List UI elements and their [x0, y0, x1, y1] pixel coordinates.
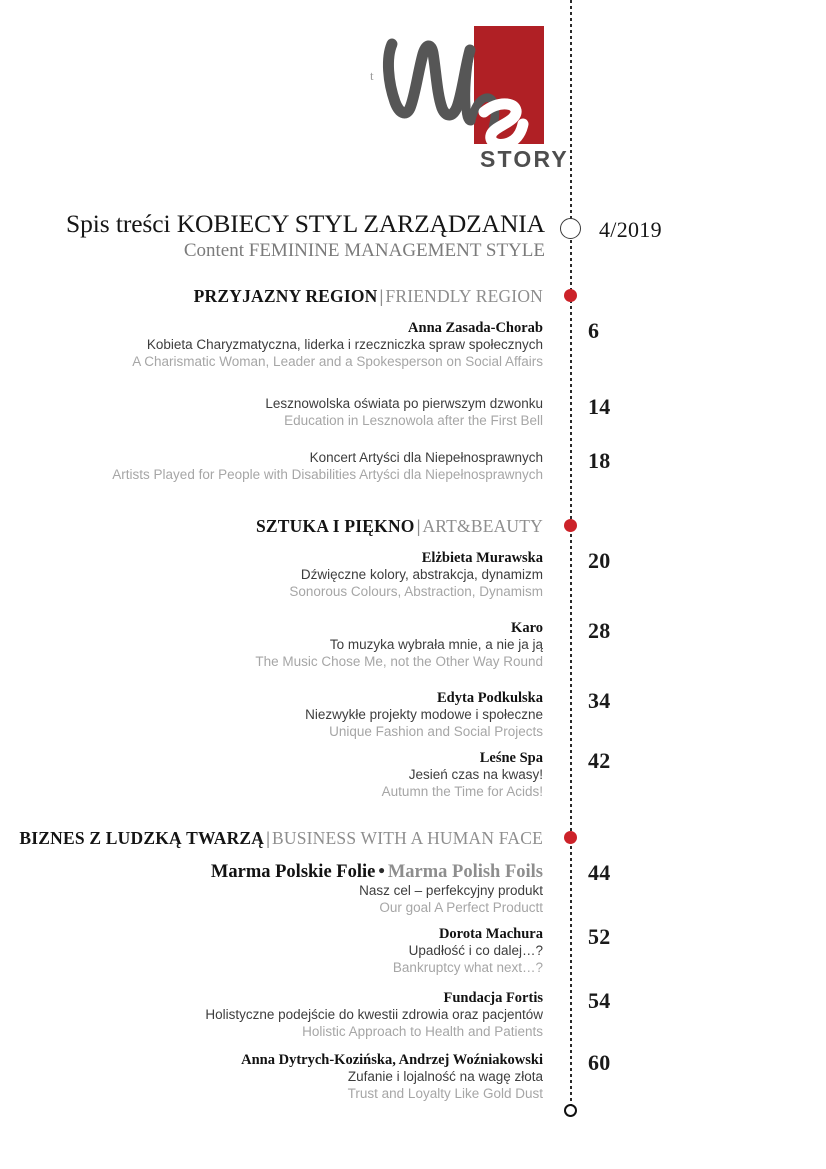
toc-entry-page-number[interactable]: 6 [588, 318, 600, 343]
toc-entry-text [0, 550, 543, 600]
section-header-en: ART&BEAUTY [422, 516, 543, 536]
magazine-logo [366, 18, 569, 178]
toc-entry-title-en: Holistic Approach to Health and Patients [302, 1023, 543, 1039]
section-timeline-dot-icon [564, 289, 577, 302]
section-header [0, 828, 826, 858]
toc-entry-title-pl: Upadłość i co dalej…? [408, 943, 543, 958]
toc-entry-title-en: The Music Chose Me, not the Other Way Round [255, 653, 543, 669]
toc-entry-title-en: A Charismatic Woman, Leader and a Spokesperson on Social Affairs [132, 353, 543, 369]
toc-entry-author [0, 862, 543, 883]
toc-entry-author [0, 620, 543, 637]
toc-entry-author-en: Marma Polish Foils [387, 862, 543, 882]
toc-entry-page-number[interactable]: 44 [588, 860, 611, 885]
toc-entry-title-pl: Dźwięczne kolory, abstrakcja, dynamizm [300, 567, 543, 582]
masthead-subtitle-pl: Content [183, 239, 244, 261]
toc-entry-title-en: Trust and Loyalty Like Gold Dust [347, 1085, 543, 1101]
toc-entry-title-pl: Jesień czas na kwasy! [408, 767, 543, 782]
section-header-separator: | [266, 828, 271, 848]
toc-section [0, 286, 826, 482]
page-title [0, 210, 545, 261]
toc-section [0, 516, 826, 799]
issue-number: 4/2019 [599, 217, 662, 242]
toc-entry-author [0, 690, 543, 707]
masthead-title-pl: Spis treści [66, 209, 171, 238]
toc-entry-text [0, 450, 543, 483]
toc-entry[interactable] [0, 618, 826, 669]
toc-entry[interactable] [0, 988, 826, 1039]
toc-entry[interactable] [0, 688, 826, 739]
timeline-end-marker-icon [564, 1104, 577, 1117]
toc-entry-title-en: Bankruptcy what next…? [392, 959, 543, 975]
section-header-text [194, 286, 543, 306]
toc-entry-page-number[interactable]: 28 [588, 618, 611, 643]
toc-entry-page-number[interactable]: 60 [588, 1050, 611, 1075]
section-header-separator: | [379, 286, 384, 306]
toc-entry-title-pl: Lesznowolska oświata po pierwszym dzwonku [265, 396, 543, 411]
masthead-title-en: KOBIECY STYL ZARZĄDZANIA [176, 209, 545, 238]
toc-entry-title-pl: Nasz cel – perfekcyjny produkt [359, 883, 543, 898]
toc-entry-title-pl: Zufanie i lojalność na wagę złota [347, 1069, 543, 1084]
toc-entry-author [0, 926, 543, 943]
toc-entry-author [0, 550, 543, 567]
toc-entry-title-en: Education in Lesznowola after the First Bell [284, 412, 543, 428]
toc-entry[interactable] [0, 396, 826, 442]
toc-entry-author-pl: Fundacja Fortis [443, 990, 543, 1006]
section-header-pl: BIZNES Z LUDZKĄ TWARZĄ [19, 828, 265, 848]
section-header-en: FRIENDLY REGION [385, 286, 543, 306]
section-timeline-dot-icon [564, 519, 577, 532]
toc-entry-text [0, 690, 543, 740]
section-header-text [256, 516, 543, 536]
toc-entry-author-pl: Edyta Podkulska [437, 690, 543, 706]
toc-entry-author-pl: Marma Polskie Folie [210, 862, 376, 882]
toc-entry-text [0, 320, 543, 370]
toc-section [0, 828, 826, 1101]
toc-entry-page-number[interactable]: 54 [588, 988, 611, 1013]
toc-entry-text [0, 990, 543, 1040]
masthead-subtitle-en: FEMININE MANAGEMENT STYLE [248, 239, 545, 261]
toc-entry-author [0, 320, 543, 337]
toc-entry-text [0, 620, 543, 670]
toc-entry-title-en: Sonorous Colours, Abstraction, Dynamism [289, 583, 543, 599]
toc-entry-author [0, 1052, 543, 1069]
toc-entry-title-en: Autumn the Time for Acids! [381, 783, 543, 799]
section-header-en: BUSINESS WITH A HUMAN FACE [272, 828, 543, 848]
toc-entry-author-pl: Elżbieta Murawska [421, 550, 543, 566]
toc-entry-page-number[interactable]: 42 [588, 748, 611, 773]
toc-entry-author-pl: Anna Zasada-Chorab [408, 320, 543, 336]
logo-script-why [366, 24, 552, 150]
section-header [0, 286, 826, 316]
toc-entry-author-pl: Karo [511, 620, 543, 636]
section-header-pl: PRZYJAZNY REGION [193, 286, 378, 306]
toc-entry-author-bullet-icon: • [378, 862, 385, 882]
toc-entry[interactable] [0, 924, 826, 975]
masthead-subtitle-line [0, 240, 545, 262]
toc-entry[interactable] [0, 450, 826, 496]
toc-entry[interactable] [0, 548, 826, 599]
toc-entry-title-en: Unique Fashion and Social Projects [329, 723, 543, 739]
toc-entry-page-number[interactable]: 52 [588, 924, 611, 949]
toc-entry[interactable] [0, 318, 826, 369]
toc-entry[interactable] [0, 748, 826, 799]
toc-entry-page-number[interactable]: 14 [588, 394, 611, 419]
toc-entry-title-pl: Koncert Artyści dla Niepełnosprawnych [309, 450, 543, 465]
toc-entry-title-pl: Kobieta Charyzmatyczna, liderka i rzeczniczka spraw społecznych [146, 337, 543, 352]
toc-entry-author [0, 750, 543, 767]
toc-entry-page-number[interactable]: 34 [588, 688, 611, 713]
toc-entry-author-pl: Leśne Spa [479, 750, 543, 766]
toc-entry-author [0, 990, 543, 1007]
toc-entry-text [0, 926, 543, 976]
section-header-pl: SZTUKA I PIĘKNO [256, 516, 415, 536]
toc-entry-text [0, 1052, 543, 1102]
toc-entry-title-pl: Holistyczne podejście do kwestii zdrowia oraz pacjentów [205, 1007, 543, 1022]
section-header-separator: | [416, 516, 421, 536]
toc-entry-title-pl: To muzyka wybrała mnie, a nie ja ją [329, 637, 543, 652]
toc-entry-page-number[interactable]: 18 [588, 448, 611, 473]
toc-entry-title-en: Artists Played for People with Disabilities Artyści dla Niepełnosprawnych [112, 466, 543, 482]
logo-tick-mark: t [370, 68, 374, 83]
toc-entry-author-pl: Dorota Machura [438, 926, 543, 942]
toc-entry[interactable] [0, 1050, 826, 1101]
section-header [0, 516, 826, 546]
masthead-title-line [0, 210, 545, 238]
section-header-text [19, 828, 543, 848]
toc-entry-text [0, 750, 543, 800]
toc-entry-title-pl: Niezwykłe projekty modowe i społeczne [305, 707, 543, 722]
toc-entry-title-en: Our goal A Perfect Productt [379, 899, 543, 915]
section-timeline-dot-icon [564, 831, 577, 844]
toc-entry[interactable] [0, 860, 826, 915]
logo-wordmark: STORY [480, 146, 569, 172]
toc-entry-text [0, 396, 543, 429]
toc-entry-author-pl: Anna Dytrych-Kozińska, Andrzej Woźniakowski [241, 1052, 543, 1068]
issue-marker-circle-icon [560, 218, 581, 239]
toc-entry-text [0, 862, 543, 916]
toc-entry-page-number[interactable]: 20 [588, 548, 611, 573]
